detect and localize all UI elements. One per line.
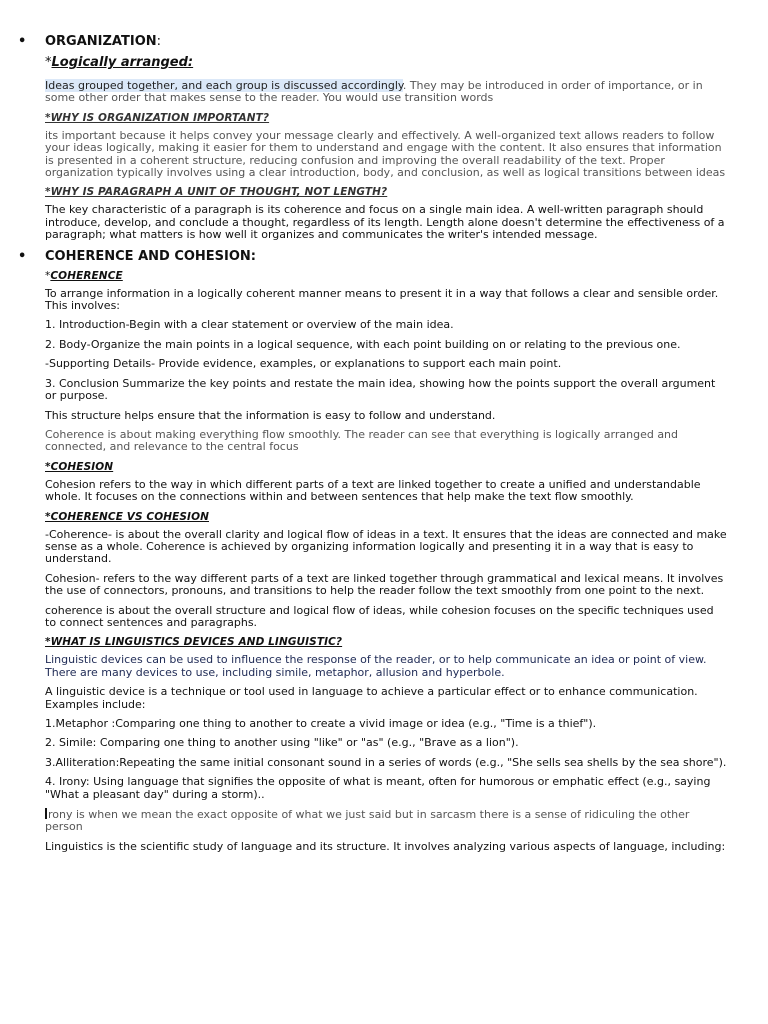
device-simile: 2. Simile: Comparing one thing to another using "like" or "as" (e.g., "Brave as a lion"). <box>45 736 519 750</box>
linguistics-heading: *WHAT IS LINGUISTICS DEVICES AND LINGUISTIC? <box>45 636 343 649</box>
why-organization-paragraph: its important because it helps convey your message clearly and effectively. A well-organized text allows readers to follow your ideas logically, making it easier for them to understand and engage with the content. It also ensures that information is presented in a coherent structure, reducing confusion and improving the overall readability of the text. Proper organization typically involves using a clear introduction, body, and conclusion, as well as logical transitions between ideas <box>45 128 726 180</box>
why-organization-heading: *WHY IS ORGANIZATION IMPORTANT? <box>45 111 270 124</box>
device-irony: 4. Irony: Using language that signifies the opposite of what is meant, often for humorous or emphatic effect (e.g., saying "What a pleasant day" during a storm).. <box>45 775 711 801</box>
coherence-point-3: 3. Conclusion Summarize the key points and restate the main idea, showing how the points support the overall argument or purpose. <box>45 376 716 403</box>
coherence-cohesion-heading: COHERENCE AND COHESION: <box>45 248 257 264</box>
logically-arranged-rest: . They may be introduced in order of importance, or in some other order that makes sense to the reader. You would use transition words <box>45 79 703 105</box>
why-paragraph-paragraph: The key characteristic of a paragraph is its coherence and focus on a single main idea. A well-written paragraph should introduce, develop, and conclude a thought, regardless of its length. Length alone doesn't determine the effectiveness of a paragraph; what matters is how well it organizes and communicates the writer's intended message. <box>45 203 725 242</box>
vs-summary-paragraph: coherence is about the overall structure and logical flow of ideas, while cohesion focuses on the specific techniques used to connect sentences and paragraphs. <box>45 603 714 629</box>
irony-note-text: rony is when we mean the exact opposite of what we just said but in sarcasm there is a sense of ridiculing the other person <box>45 808 690 834</box>
coherence-vs-cohesion-heading: *COHERENCE VS COHESION <box>45 510 209 523</box>
why-paragraph-heading: *WHY IS PARAGRAPH A UNIT OF THOUGHT, NOT LENGTH? <box>45 186 388 199</box>
highlighted-text[interactable]: Ideas grouped together, and each group is discussed accordingly <box>45 79 403 92</box>
coherence-summary: Coherence is about making everything flow smoothly. The reader can see that everything is logically arranged and connected, and relevance to the central focus <box>45 427 679 454</box>
coherence-supporting: -Supporting Details- Provide evidence, examples, or explanations to support each main point. <box>45 357 562 371</box>
vs-cohesion-paragraph: Cohesion- refers to the way different parts of a text are linked together through grammatical and lexical means. It involves the use of connectors, pronouns, and transitions to help the reader follow the text smoothly from one point to the next. <box>45 571 724 598</box>
coherence-label: COHERENCE <box>50 269 123 282</box>
coherence-structure: This structure helps ensure that the information is easy to follow and understand. <box>45 408 496 422</box>
linguistic-device-definition: A linguistic device is a technique or tool used in language to achieve a particular effect or to enhance communication. Examples include: <box>45 685 698 711</box>
coherence-intro: To arrange information in a logically coherent manner means to present it in a way that follows a clear and sensible order. This involves: <box>45 286 719 313</box>
cohesion-heading: *COHESION <box>45 460 114 473</box>
logically-arranged-paragraph <box>45 80 728 105</box>
coherence-heading <box>45 270 728 282</box>
logically-arranged-heading <box>45 55 728 70</box>
logically-star: * <box>45 55 52 70</box>
bullet-heading-coherence-cohesion <box>0 249 728 264</box>
linguistics-definition: Linguistics is the scientific study of language and its structure. It involves analyzing various aspects of language, including: <box>45 839 726 853</box>
bullet-heading-organization <box>0 34 728 49</box>
coherence-point-1: 1. Introduction-Begin with a clear statement or overview of the main idea. <box>45 318 454 332</box>
device-metaphor: 1.Metaphor :Comparing one thing to another to create a vivid image or idea (e.g., "Time is a thief"). <box>45 717 597 730</box>
logically-arranged-label: Logically arranged: <box>51 55 194 70</box>
bullet-dot-icon: • <box>18 34 27 49</box>
device-alliteration: 3.Alliteration:Repeating the same initial consonant sound in a series of words (e.g., "She sells sea shells by the sea shore"). <box>45 755 727 769</box>
organization-colon: : <box>156 34 162 49</box>
coherence-star: * <box>45 269 51 282</box>
organization-heading: ORGANIZATION <box>45 34 157 49</box>
irony-note[interactable] <box>45 808 728 834</box>
linguistic-devices-intro: Linguistic devices can be used to influence the response of the reader, or to help communicate an idea or point of view. There are many devices to use, including simile, metaphor, allusion and hyperbole. <box>45 653 707 679</box>
coherence-point-2: 2. Body-Organize the main points in a logical sequence, with each point building on or relating to the previous one. <box>45 337 681 351</box>
text-cursor-icon <box>45 808 47 819</box>
vs-coherence-paragraph: -Coherence- is about the overall clarity and logical flow of ideas in a text. It ensures that the ideas are connected and make sense as a whole. Coherence is achieved by organizing information logically and presenting it in a way that is easy to understand. <box>45 527 727 566</box>
cohesion-paragraph: Cohesion refers to the way in which different parts of a text are linked together to create a unified and understandable whole. It focuses on the connections within and between sentences that help make the text flow smoothly. <box>45 477 701 504</box>
bullet-dot-icon: • <box>18 248 27 264</box>
